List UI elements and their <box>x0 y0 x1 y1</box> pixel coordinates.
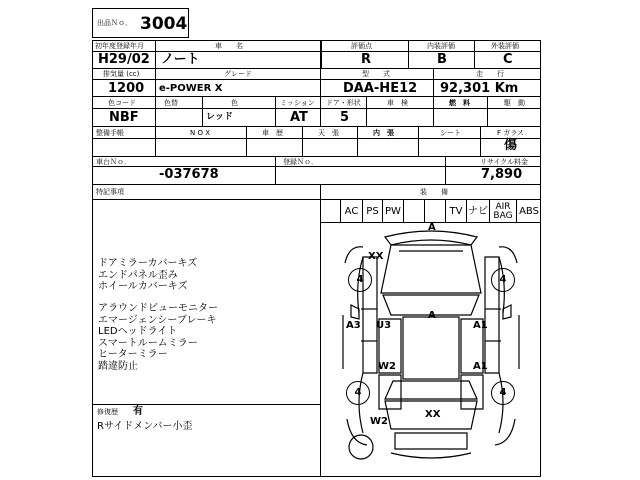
door-label: ドア・形状 <box>326 99 361 107</box>
rule <box>424 199 425 222</box>
rule <box>155 40 156 68</box>
color-code-label: 色コード <box>108 99 136 107</box>
color-group-label: 色替 <box>164 99 178 107</box>
recycle-fee: 7,890 <box>481 167 523 182</box>
rule <box>366 96 367 126</box>
interior2-label: 内 張 <box>373 129 394 137</box>
exterior-label: 外装評価 <box>491 42 519 50</box>
reg-year-label: 初年度登録年月 <box>95 42 144 50</box>
repair-detail: Rサイドメンバー小歪 <box>97 421 193 432</box>
rule <box>155 68 156 96</box>
rule <box>92 96 541 97</box>
rule <box>480 126 481 156</box>
rule <box>302 126 303 156</box>
damage-right-a1-lower: A1 <box>473 361 488 372</box>
grade-label: グレード <box>224 70 252 78</box>
note-line: 踏違防止 <box>98 360 138 372</box>
rule <box>357 126 358 156</box>
score: R <box>361 52 372 67</box>
damage-front: A <box>428 222 436 233</box>
inspection-label: 車 検 <box>387 99 408 107</box>
displacement: 1200 <box>108 81 145 96</box>
equip-ps: PS <box>366 206 379 217</box>
notes-label: 特記事項 <box>96 188 124 196</box>
note-line: エンドパネル歪み <box>98 269 178 281</box>
glass-value: 傷 <box>504 138 518 153</box>
rule <box>92 184 541 185</box>
interior-score: B <box>437 52 447 67</box>
lot-number: 3004 <box>140 14 188 34</box>
rule <box>445 156 446 184</box>
car-name-label: 車 名 <box>215 42 243 50</box>
color-code: NBF <box>109 110 139 125</box>
rule <box>92 108 541 109</box>
model-label: 型 式 <box>362 70 390 78</box>
damage-left-u3: U3 <box>376 320 392 331</box>
car-diagram-icon <box>321 223 541 477</box>
equip-abs: ABS <box>519 206 539 217</box>
manual-label: 整備手帳 <box>96 129 124 137</box>
note-line: ヒーターミラー <box>98 349 168 360</box>
displacement-label: 排気量 (cc) <box>103 70 140 78</box>
rule <box>433 68 434 96</box>
repair-value: 有 <box>133 406 143 417</box>
glass-label: F ガラス <box>497 129 525 137</box>
rule <box>92 138 541 139</box>
recycle-label: リサイクル料金 <box>480 158 529 166</box>
exterior-score: C <box>503 52 513 67</box>
damage-left-w2: W2 <box>378 361 396 372</box>
equipment-label: 装 備 <box>420 188 448 196</box>
rule <box>92 404 320 405</box>
rule <box>92 126 541 127</box>
lot-number-box <box>92 8 189 38</box>
rule <box>92 156 541 157</box>
rule <box>408 40 409 68</box>
damage-xx-front-left: XX <box>368 251 384 262</box>
rule <box>487 96 488 126</box>
mileage: 92,301 Km <box>440 81 519 96</box>
rule <box>155 96 156 126</box>
equip-pw: PW <box>385 206 401 217</box>
rule <box>92 199 541 200</box>
interior-label: 内装評価 <box>427 42 455 50</box>
equip-navi: ナビ <box>468 206 488 217</box>
color: レッド <box>206 112 233 122</box>
rule <box>433 96 434 126</box>
grade: e-POWER X <box>159 83 223 94</box>
reg-year: H29/02 <box>98 52 150 67</box>
note-line: ホイールカバーキズ <box>98 281 188 292</box>
drive-label: 駆 動 <box>504 99 525 107</box>
rule <box>275 96 276 126</box>
mission-label: ミッション <box>280 99 315 107</box>
rule <box>403 199 404 222</box>
note-line: エマージェンシーブレーキ <box>98 314 217 326</box>
fuel-label: 燃 料 <box>449 99 470 107</box>
damage-bottom-w2: W2 <box>370 416 388 427</box>
tire-front-right: 4 <box>491 268 515 292</box>
mileage-label: 走 行 <box>476 70 504 78</box>
note-line: LEDヘッドライト <box>98 326 178 337</box>
chassis-label: 車台Ｎｏ． <box>96 158 131 166</box>
note-line: ドアミラーカバーキズ <box>98 258 198 269</box>
note-line: アラウンドビューモニター <box>98 303 218 314</box>
car-name: ノート <box>161 52 200 67</box>
equip-ac: AC <box>344 206 359 217</box>
lot-number-label: 出品Ｎｏ． <box>97 19 132 27</box>
seat-label: シート <box>440 129 461 137</box>
history-label: 車 歴 <box>262 129 283 137</box>
rule <box>418 126 419 156</box>
sunroof-label: 天 張 <box>318 129 339 137</box>
doors: 5 <box>340 110 350 125</box>
damage-rear-xx: XX <box>425 409 441 420</box>
damage-right-a1-upper: A1 <box>473 320 488 331</box>
equip-airbag: AIR BAG <box>493 202 513 221</box>
tire-rear-right: 4 <box>491 381 515 405</box>
score-label: 評価点 <box>351 42 372 50</box>
rule <box>92 68 541 69</box>
rule <box>474 40 475 68</box>
tire-front-left: 4 <box>348 268 372 292</box>
rule <box>246 126 247 156</box>
equip-tv: TV <box>449 206 463 217</box>
tire-rear-left: 4 <box>346 381 370 405</box>
chassis-number: -037678 <box>159 167 219 182</box>
rule <box>320 96 321 126</box>
registration-label: 登録Ｎｏ． <box>283 158 318 166</box>
damage-left-a3: A3 <box>346 320 361 331</box>
repair-label: 修復歴 <box>97 408 118 416</box>
rule <box>92 79 541 80</box>
rule <box>275 156 276 184</box>
rule <box>202 96 203 126</box>
damage-roof: A <box>428 310 436 321</box>
rule <box>155 126 156 156</box>
mission: AT <box>290 110 308 125</box>
rule <box>320 40 322 68</box>
rule <box>320 68 321 96</box>
model: DAA-HE12 <box>343 81 418 96</box>
color-label: 色 <box>231 99 238 107</box>
nox-label: N O X <box>190 129 210 137</box>
note-line: スマートルームミラー <box>98 337 198 349</box>
